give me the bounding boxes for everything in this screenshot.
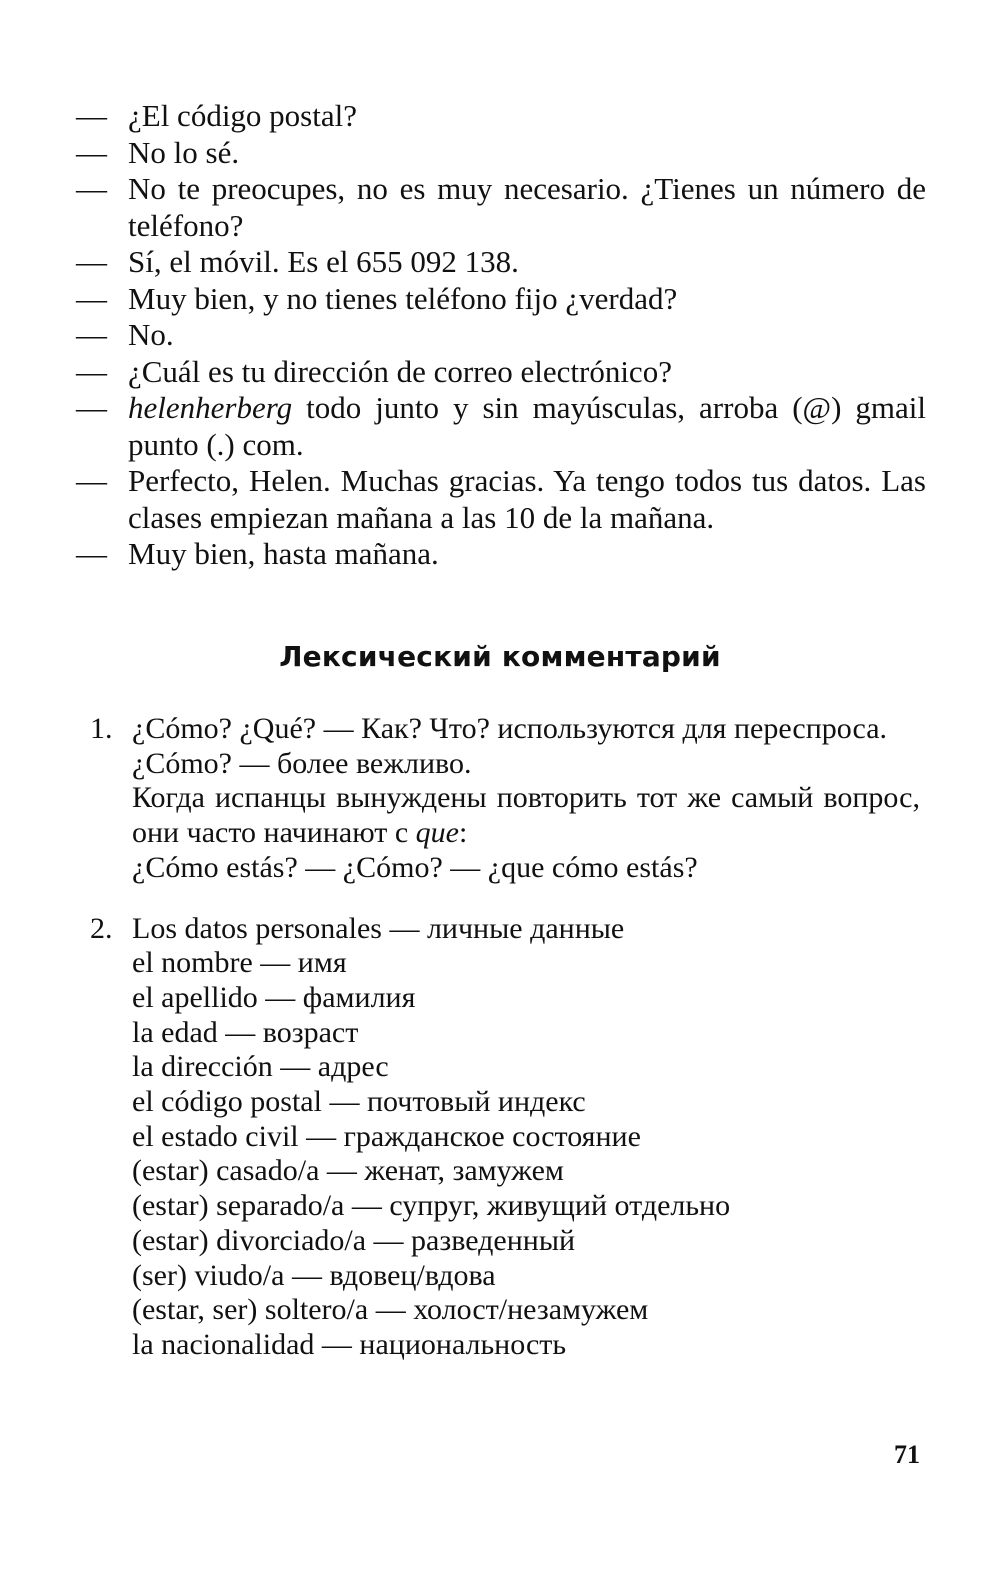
dialogue-text: Perfecto, Helen. Muchas gracias. Ya tengo todos tus datos. Las clases empiezan mañana a las 10 de la mañana. [128,463,926,535]
item-body [132,912,920,1363]
dialogue-text [128,390,926,463]
item-line: ¿Cómo? — более вежливо. [132,746,472,780]
vocab-line: el nombre — имя [132,946,347,980]
dialogue-line [76,135,926,172]
vocab-line: el código postal — почтовый индекс [132,1085,586,1119]
vocab-line: (ser) viudo/a — вдовец/вдова [132,1258,496,1292]
dash: — [76,244,107,279]
item-number: 1. [90,712,113,745]
dash: — [76,98,107,133]
dialogue-text: No. [128,317,174,352]
dialogue-line [76,244,926,281]
section-title: Лексический комментарий [279,640,721,673]
vocab-line: el apellido — фамилия [132,980,416,1014]
item-line: ¿Cómo? ¿Qué? — Как? Что? используются для переспроса. [132,712,888,745]
dash: — [76,171,107,206]
dash: — [76,536,107,571]
item-line [132,781,920,850]
dialogue-text: Muy bien, hasta mañana. [128,536,439,571]
email-username: helenherberg [128,390,293,425]
dash: — [76,353,107,389]
vocab-line: la nacionalidad — национальность [132,1327,567,1361]
dialogue-line [76,463,926,536]
dialogue-line [76,317,926,354]
dialogue-text-rest: todo junto y sin mayúsculas, arroba (@) gmail punto (.) com. [128,390,926,462]
dash: — [76,390,107,425]
dialogue-text: No lo sé. [128,134,240,170]
dialogue-text: Sí, el móvil. Es el 655 092 138. [128,244,519,279]
vocab-line: (estar, ser) soltero/a — холост/незамужем [132,1293,649,1327]
item-line-text: Когда испанцы вынуждены повторить тот же самый вопрос, они часто начинают с [132,781,920,850]
dialogue-text: ¿El código postal? [128,98,357,133]
vocab-line: Los datos personales — личные данные [132,911,625,945]
comment-item-2 [90,912,920,1363]
item-line-em: que [415,816,459,850]
dialogue [76,98,926,573]
lexical-comments [90,712,920,1363]
vocab-line: la edad — возраст [132,1015,359,1049]
item-line: ¿Cómo estás? — ¿Cómo? — ¿que cómo estás? [132,850,698,884]
comment-item-1 [90,712,920,886]
dialogue-line [76,281,926,318]
dialogue-line [76,171,926,244]
vocab-line: (estar) divorciado/a — разведенный [132,1223,576,1257]
vocab-line: la dirección — адрес [132,1050,389,1084]
dash: — [76,463,107,498]
vocab-line: el estado civil — гражданское состояние [132,1119,641,1153]
dash: — [76,134,107,170]
item-line-end: : [459,816,468,850]
item-number: 2. [90,911,113,945]
dialogue-text: No te preocupes, no es muy necesario. ¿Tienes un número de teléfono? [128,171,926,243]
dialogue-line [76,390,926,463]
vocab-line: (estar) casado/a — женат, замужем [132,1154,564,1188]
dash: — [76,280,107,316]
page-number: 71 [894,1440,920,1469]
dialogue-text: ¿Cuál es tu dirección de correo electrónico? [128,353,672,389]
dialogue-text: Muy bien, y no tienes teléfono fijo ¿verdad? [128,280,678,316]
dialogue-line [76,536,926,573]
dialogue-line [76,98,926,135]
item-body [132,712,920,886]
vocab-line: (estar) separado/a — супруг, живущий отдельно [132,1189,731,1223]
dash: — [76,317,107,352]
dialogue-line [76,354,926,391]
